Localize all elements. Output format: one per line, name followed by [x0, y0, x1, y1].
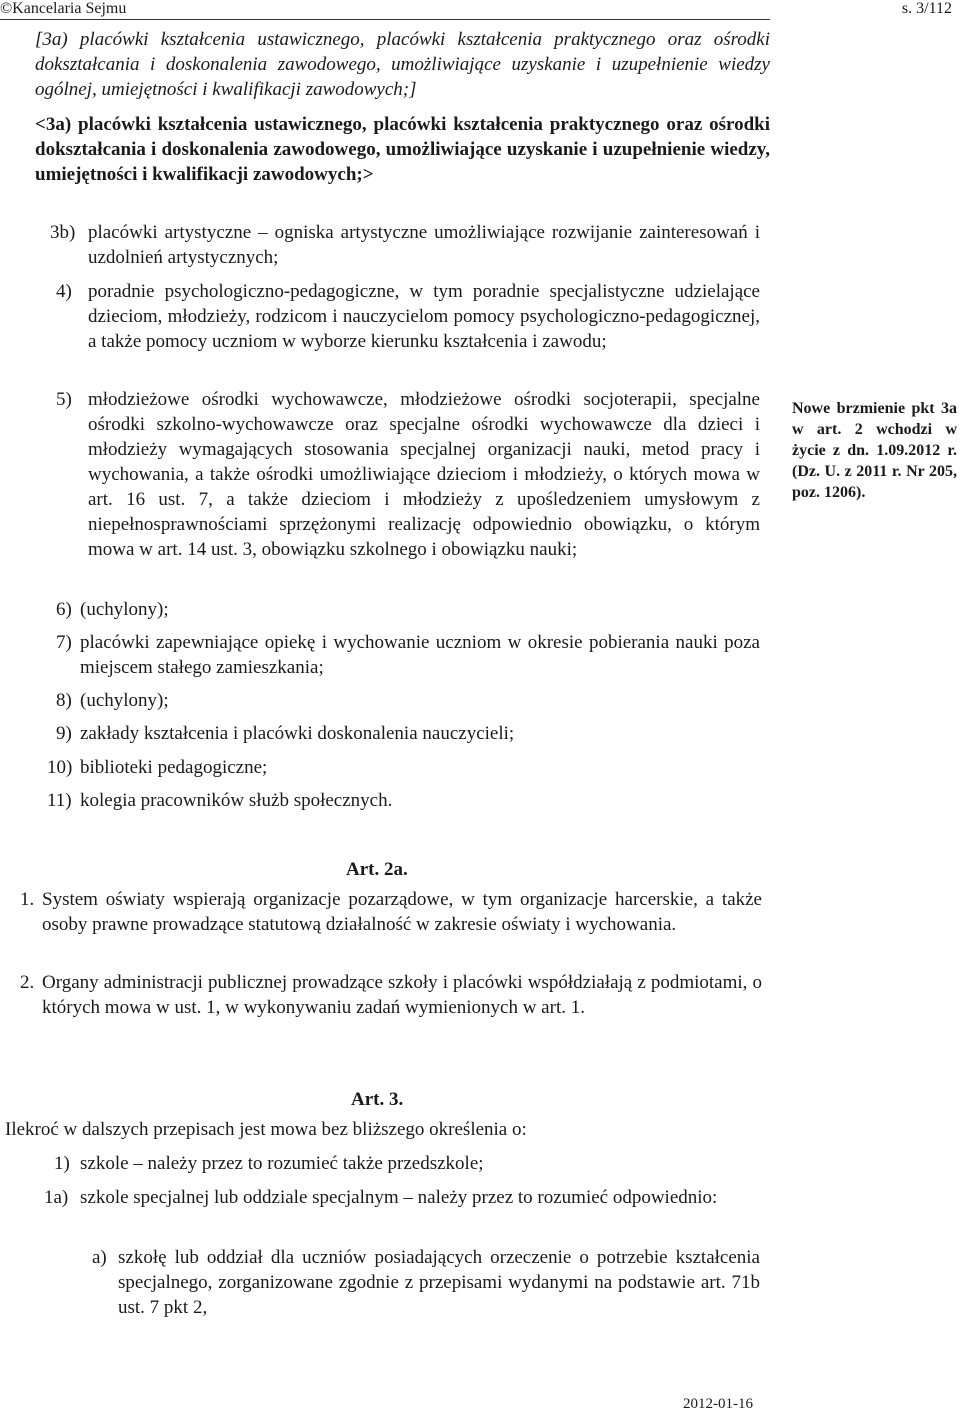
paragraph-text: Organy administracji publicznej prowadzące szkoły i placówki współdziałają z podmiotami, o których mowa w ust. 1, w wykonywaniu zadań wymienionych w art. 1.: [42, 972, 762, 1018]
item-number: 11): [47, 790, 72, 811]
point-number: 1a): [44, 1187, 69, 1208]
article-title: Art. 3.: [351, 1089, 404, 1110]
item-number: 6): [56, 599, 72, 620]
header-publisher: ©Kancelaria Sejmu: [0, 0, 127, 17]
item-text: poradnie psychologiczno-pedagogiczne, w tym poradnie specjalistyczne udzielające dzieciom, młodzieży, rodzicom i nauczycielom pomocy psychologiczno-pedagogicznej, a także pomocy uczniom w wyborze kierunku kształcenia i zawodu;: [88, 281, 760, 352]
item-number: 7): [56, 632, 72, 653]
point-number: 1): [54, 1153, 70, 1174]
paragraph-number: 2.: [20, 972, 35, 993]
item-number: 5): [56, 389, 72, 410]
item-text: młodzieżowe ośrodki wychowawcze, młodzieżowe ośrodki socjoterapii, specjalne ośrodki szkolno-wychowawcze oraz specjalne ośrodki wychowawcze dla dzieci i młodzieży wymagających stosowania specjalnej organizacji nauki, metod pracy i wychowania, a także ośrodki umożliwiające dzieciom i młodzieży, o których mowa w art. 16 ust. 7, a także dzieciom i młodzieży z upośledzeniem umysłowym z niepełnosprawnościami sprzężonymi realizację odpowiednio obowiązku, o którym mowa w art. 14 ust. 3, obowiązku szkolnego i obowiązku nauki;: [88, 389, 760, 560]
header-page-number: s. 3/112: [901, 0, 952, 17]
item-number: 10): [47, 757, 73, 778]
point-text: szkole specjalnej lub oddziale specjalnym – należy przez to rozumieć odpowiednio:: [80, 1187, 718, 1208]
letter-number: a): [92, 1247, 107, 1268]
point-text: szkole – należy przez to rozumieć także przedszkole;: [80, 1153, 484, 1174]
item-number: 8): [56, 690, 72, 711]
item-text: kolegia pracowników służb społecznych.: [80, 790, 393, 811]
item-text: (uchylony);: [80, 690, 169, 711]
item-3a-old: [3a) placówki kształcenia ustawicznego, placówki kształcenia praktycznego oraz ośrodki dokształcania i doskonalenia zawodowego, umożliwiające uzyskanie i uzupełnienie wiedzy ogólnej, umiejętności i kwalifikacji zawodowych;]: [35, 29, 770, 100]
item-text: placówki zapewniające opiekę i wychowanie uczniom w okresie pobierania nauki poza miejscem stałego zamieszkania;: [80, 632, 760, 678]
item-text: placówki artystyczne – ogniska artystyczne umożliwiające rozwijanie zainteresowań i uzdolnień artystycznych;: [88, 222, 760, 268]
paragraph-number: 1.: [20, 889, 35, 910]
item-number: 3b): [50, 222, 76, 243]
margin-note: Nowe brzmienie pkt 3a w art. 2 wchodzi w życie z dn. 1.09.2012 r. (Dz. U. z 2011 r. Nr 205, poz. 1206).: [792, 400, 957, 501]
header-rule: [0, 19, 770, 20]
footer-date: 2012-01-16: [683, 1396, 753, 1412]
item-number: 4): [56, 281, 72, 302]
item-number: 9): [56, 723, 72, 744]
item-text: biblioteki pedagogiczne;: [80, 757, 268, 778]
item-text: (uchylony);: [80, 599, 169, 620]
letter-text: szkołę lub oddział dla uczniów posiadających orzeczenie o potrzebie kształcenia specjalnego, zorganizowane zgodnie z przepisami wydanymi na podstawie art. 71b ust. 7 pkt 2,: [118, 1247, 760, 1318]
article-intro: Ilekroć w dalszych przepisach jest mowa bez bliższego określenia o:: [5, 1119, 527, 1140]
item-3a-new: <3a) placówki kształcenia ustawicznego, placówki kształcenia praktycznego oraz ośrodki dokształcania i doskonalenia zawodowego, umożliwiające uzyskanie i uzupełnienie wiedzy, umiejętności i kwalifikacji zawodowych;>: [35, 114, 770, 185]
item-text: zakłady kształcenia i placówki doskonalenia nauczycieli;: [80, 723, 515, 744]
paragraph-text: System oświaty wspierają organizacje pozarządowe, w tym organizacje harcerskie, a także osoby prawne prowadzące statutową działalność w zakresie oświaty i wychowania.: [42, 889, 762, 935]
article-title: Art. 2a.: [346, 859, 408, 880]
